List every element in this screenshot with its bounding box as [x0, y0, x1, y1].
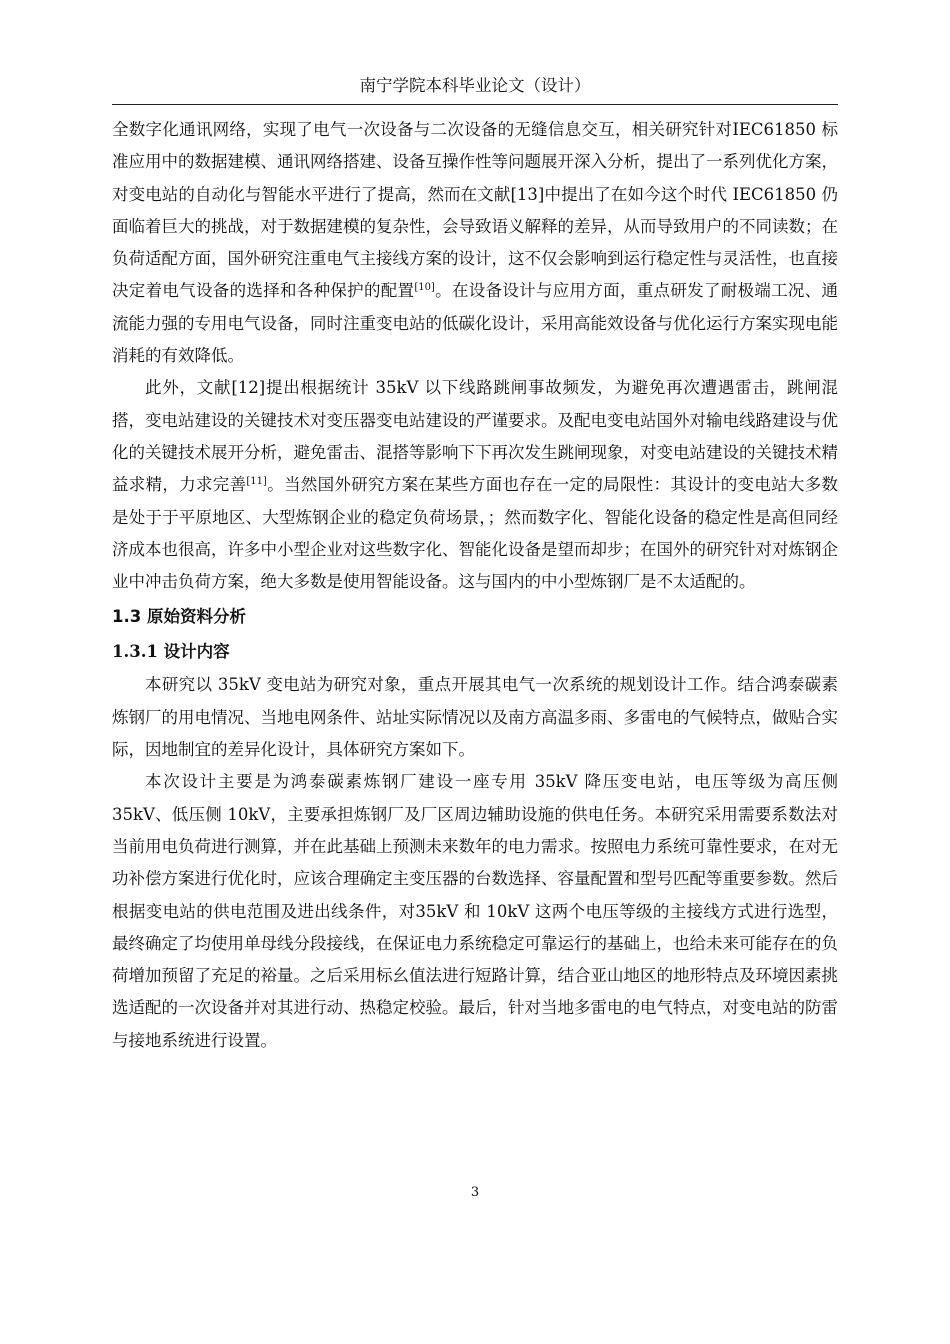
page-header [112, 74, 838, 105]
page-number: 3 [470, 1185, 480, 1200]
section-heading-1-3: 1.3 原始资料分析 [112, 607, 246, 627]
header-title: 南宁学院本科毕业论文（设计） [359, 76, 591, 95]
paragraph-4: 本次设计主要是为鸿泰碳素炼钢厂建设一座专用 35kV 降压变电站，电压等级为高压侧 35kV、低压侧 10kV，主要承担炼钢厂及厂区周边辅助设施的供电任务。本研究采用需要系数法对当前用电负荷进行测算，并在此基础上预测未来数年的电力需求。按照电力系统可靠性要求，在对无功补偿方案进行优化时，应该合理确定主变压器的台数选择、容量配置和型号匹配等重要参数。然后根据变电站的供电范围及进出线条件，对35kV 和 10kV 这两个电压等级的主接线方式进行选型，最终确定了均使用单母线分段接线，在保证电力系统稳定可靠运行的基础上，也给未来可能存在的负荷增加预留了充足的裕量。之后采用标幺值法进行短路计算，结合亚山地区的地形特点及环境因素挑选适配的一次设备并对其进行动、热稳定校验。最后，针对当地多雷电的电气特点，对变电站的防雷与接地系统进行设置。 [112, 772, 838, 1050]
paragraph-1-text-a: 全数字化通讯网络，实现了电气一次设备与二次设备的无缝信息交互，相关研究针对IEC61850 标准应用中的数据建模、通讯网络搭建、设备互操作性等问题展开深入分析，提出了一系列优化方案，对变电站的自动化与智能水平进行了提高，然而在文献[13]中提出了在如今这个时代 IEC61850 仍面临着巨大的挑战，对于数据建模的复杂性，会导致语义解释的差异，从而导致用户的不同读数；在负荷适配方面，国外研究注重电气主接线方案的设计，这不仅会影响到运行稳定性与灵活性，也直接决定着电气设备的选择和各种保护的配置 [112, 120, 838, 301]
paragraph-2-text-b: 。当然国外研究方案在某些方面也存在一定的局限性：其设计的变电站大多数是处于于平原地区、大型炼钢企业的稳定负荷场景，；然而数字化、智能化设备的稳定性是高但同经济成本也很高，许多中小型企业对这些数字化、智能化设备是望而却步；在国外的研究针对对炼钢企业中冲击负荷方案，绝大多数是使用智能设备。这与国内的中小型炼钢厂是不太适配的。 [112, 475, 838, 592]
paragraph-2-text-a: 此外，文献[12]提出根据统计 35kV 以下线路跳闸事故频发，为避免再次遭遇雷击，跳闸混搭，变电站建设的关键技术对变压器变电站建设的严谨要求。及配电变电站国外对输电线路建设与优化的关键技术展开分析，避免雷击、混搭等影响下下再次发生跳闸现象，对变电站建设的关键技术精益求精，力求完善 [112, 378, 838, 495]
citation-10: [10] [414, 282, 435, 294]
paragraph-1-text-b: 。在设备设计与应用方面，重点研发了耐极端工况、通流能力强的专用电气设备，同时注重变电站的低碳化设计，采用高能效设备与优化运行方案实现电能消耗的有效降低。 [112, 281, 838, 366]
paragraph-1 [112, 114, 838, 372]
page-body [112, 114, 838, 1057]
paragraph-3: 本研究以 35kV 变电站为研究对象，重点开展其电气一次系统的规划设计工作。结合鸿泰碳素炼钢厂的用电情况、当地电网条件、站址实际情况以及南方高温多雨、多雷电的气候特点，做贴合实际，因地制宜的差异化设计，具体研究方案如下。 [112, 675, 838, 760]
paragraph-2 [112, 372, 838, 598]
section-heading-1-3-1: 1.3.1 设计内容 [112, 642, 230, 662]
citation-11: [11] [246, 476, 267, 488]
